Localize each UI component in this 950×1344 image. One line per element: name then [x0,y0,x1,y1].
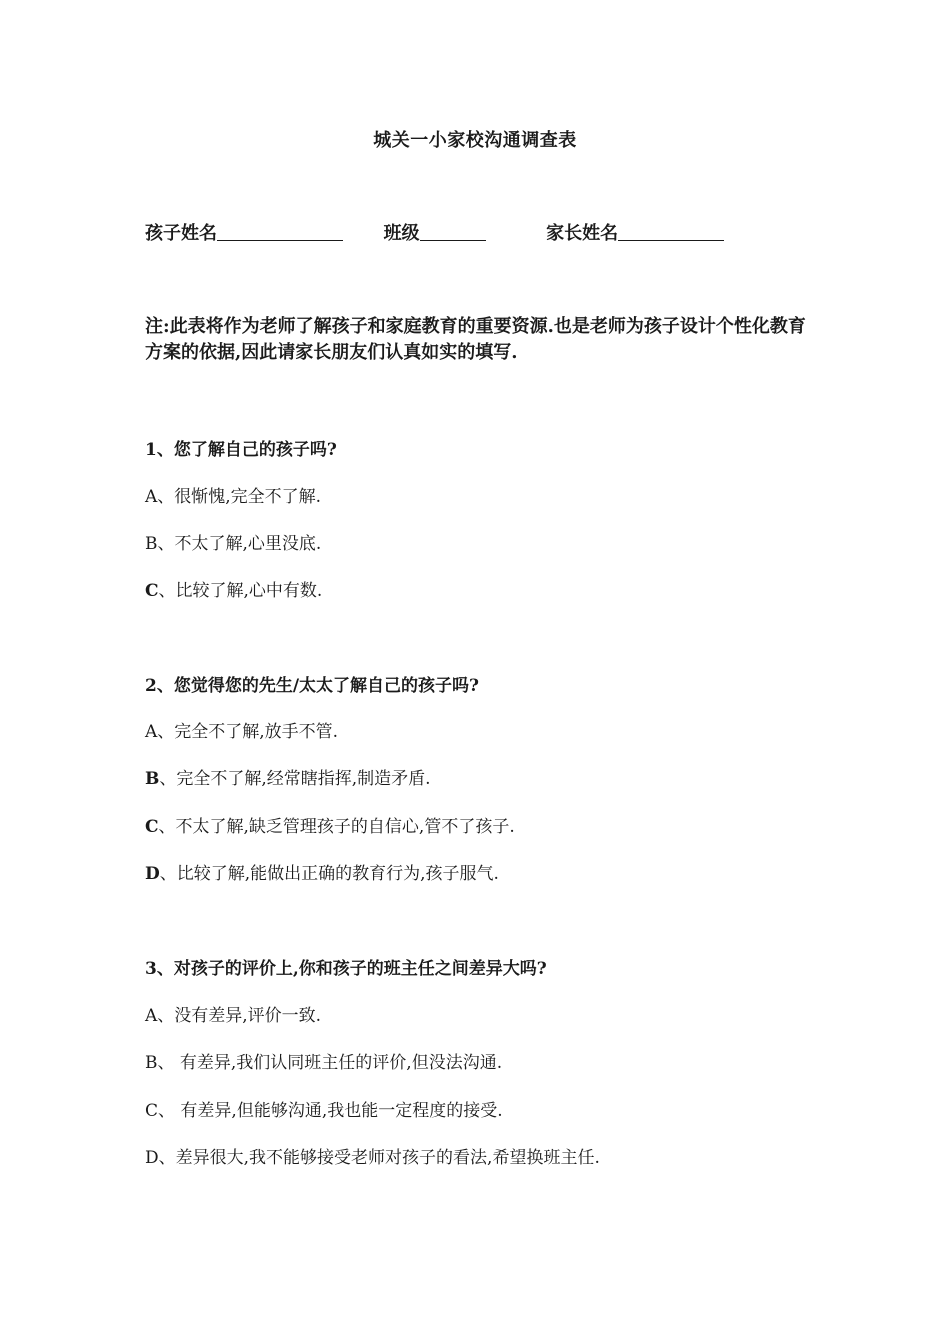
option-text: 、没有差异,评价一致. [157,1006,322,1026]
page-title: 城关一小家校沟通调查表 [373,130,577,151]
question-2: 2、您觉得您的先生/太太了解自己的孩子吗? [145,676,479,696]
question-1: 1、您了解自己的孩子吗? [145,440,337,460]
option-letter: B [145,1053,158,1073]
option-text: 、完全不了解,放手不管. [157,722,339,742]
question-1-option-a[interactable] [145,482,845,507]
option-letter: A [145,722,158,742]
child-name-field[interactable] [217,222,343,241]
class-field[interactable] [420,222,486,241]
question-2-option-b[interactable] [145,764,845,789]
option-letter: C [145,817,159,837]
option-text: 、 有差异,我们认同班主任的评价,但没法沟通. [157,1053,503,1073]
question-2-option-c[interactable] [145,812,845,837]
question-2-option-d[interactable] [145,859,845,884]
question-1-option-b[interactable] [145,529,845,554]
question-3-option-b[interactable] [145,1048,845,1073]
question-3: 3、对孩子的评价上,你和孩子的班主任之间差异大吗? [145,959,547,979]
option-text: 、不太了解,缺乏管理孩子的自信心,管不了孩子. [158,817,515,837]
option-letter: D [145,864,160,884]
question-3-option-a[interactable] [145,1001,845,1026]
question-3-option-d[interactable] [145,1143,845,1168]
question-2-option-a[interactable] [145,717,845,742]
parent-name-field[interactable] [618,222,724,241]
option-text: 、 有差异,但能够沟通,我也能一定程度的接受. [158,1101,503,1121]
info-row [145,219,845,245]
option-text: 、比较了解,心中有数. [158,581,323,601]
option-text: 、比较了解,能做出正确的教育行为,孩子服气. [159,864,499,884]
option-letter: C [145,581,159,601]
option-text: 、完全不了解,经常瞎指挥,制造矛盾. [159,769,431,789]
child-name-label: 孩子姓名 [145,223,217,244]
option-letter: A [145,487,158,507]
option-text: 、差异很大,我不能够接受老师对孩子的看法,希望换班主任. [158,1148,600,1168]
question-3-option-c[interactable] [145,1096,845,1121]
option-letter: B [145,769,160,789]
option-text: 、不太了解,心里没底. [157,534,322,554]
option-letter: C [145,1101,159,1121]
option-text: 、很惭愧,完全不了解. [157,487,322,507]
class-label: 班级 [383,223,420,244]
instruction-note: 注:此表将作为老师了解孩子和家庭教育的重要资源.也是老师为孩子设计个性化教育方案的依据,因此请家长朋友们认真如实的填写. [145,316,806,363]
option-letter: B [145,534,158,554]
option-letter: D [145,1148,159,1168]
parent-name-label: 家长姓名 [546,223,619,244]
question-1-option-c[interactable] [145,576,845,601]
option-letter: A [145,1006,158,1026]
